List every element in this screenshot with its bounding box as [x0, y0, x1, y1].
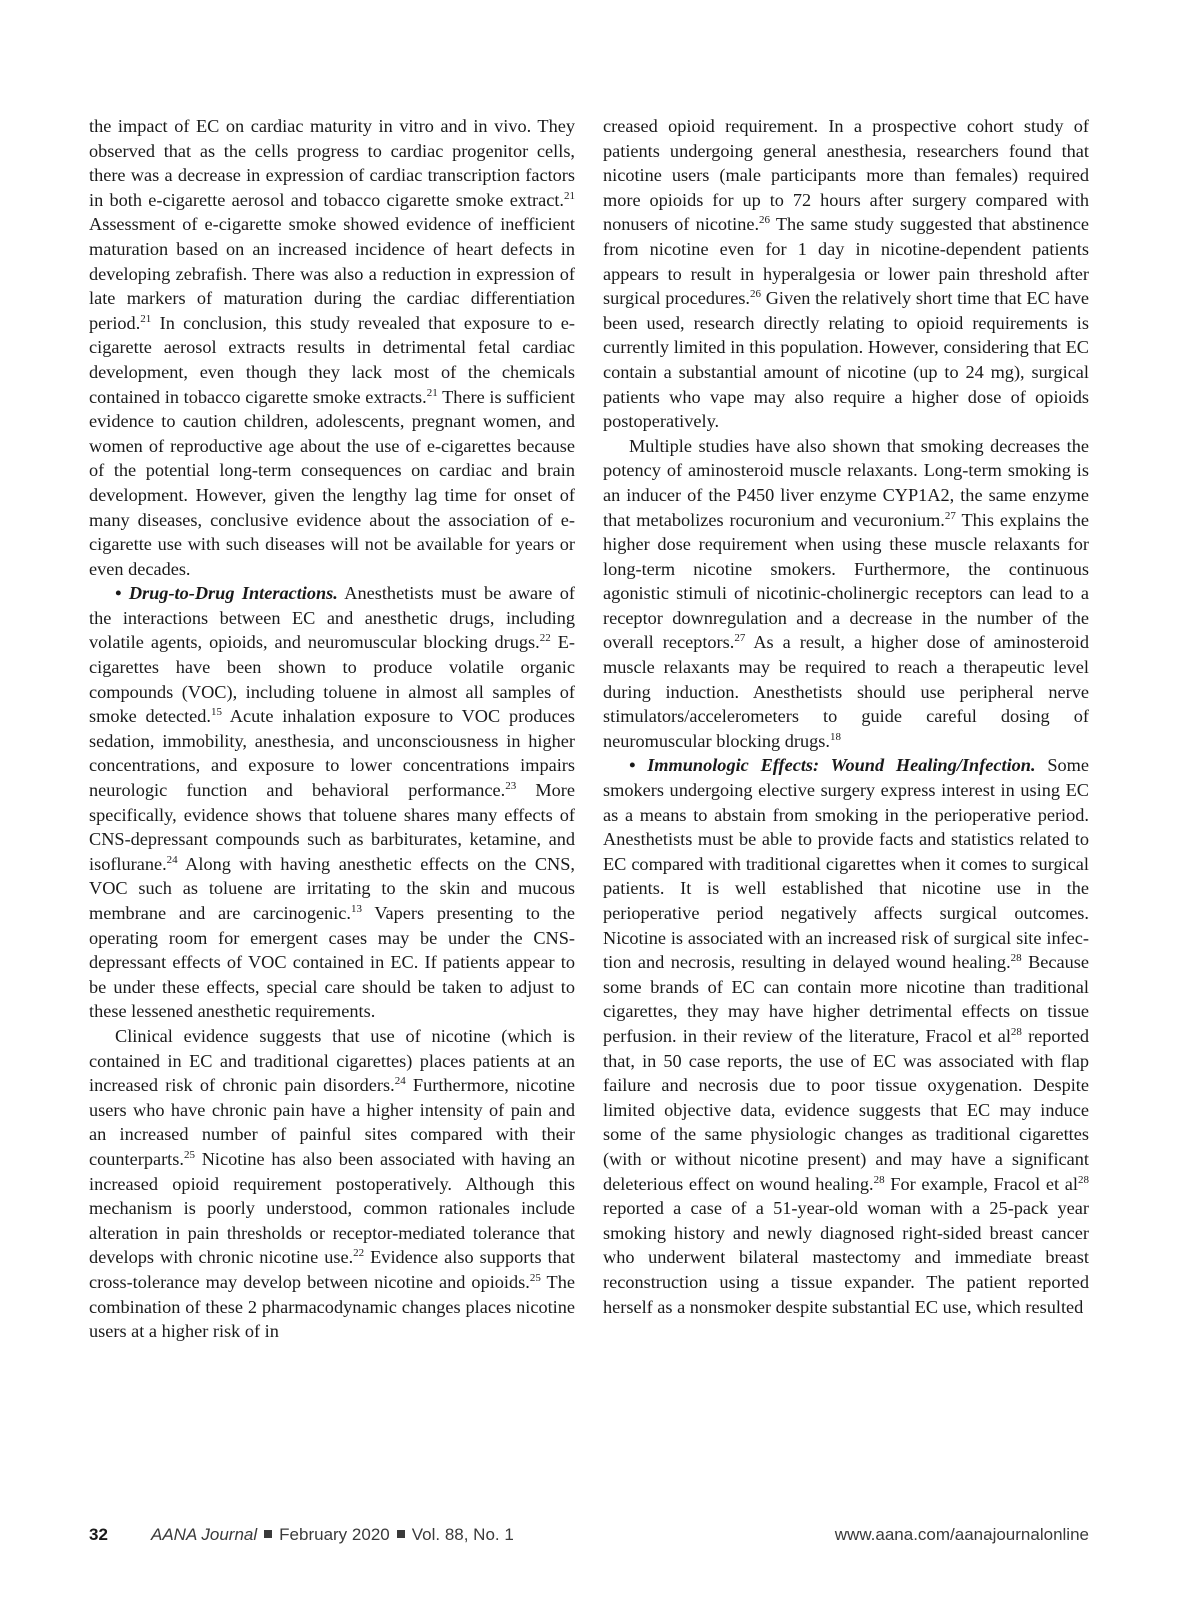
citation: 28 [1077, 1173, 1089, 1186]
citation: 28 [873, 1173, 885, 1186]
citation: 26 [759, 214, 771, 227]
citation: 15 [211, 706, 222, 719]
citation: 24 [166, 853, 178, 866]
section-lead-heading: • Drug-to-Drug Interactions. [115, 583, 338, 604]
square-bullet-icon [397, 1530, 405, 1538]
paragraph: Multiple studies have also shown that smoking decreases the potency of aminosteroid muscle relaxants. Long-term smoking is an inducer of the P450 liver enzyme CYP1A2, the same enzyme that metabolizes rocuronium and vecuronium.$^{27}$ This explains the higher dose requirement when using these muscle relaxants for long-term nicotine smokers. Furthermore, the continuous agonistic stimuli of nicotinic-cholinergic receptors can lead to a receptor downregulation and a decrease in the number of the overall receptors.$^{27}$ As a result, a higher dose of aminosteroid muscle relaxants may be required to reach a therapeutic level during induction. Anesthetists should use peripheral nerve stimulators/accelerometers to guide careful dosing of neuromuscular blocking drugs.$^{18}$ [603, 435, 1089, 751]
journal-citation [151, 1525, 514, 1545]
citation: 21 [564, 189, 575, 202]
citation: 21 [426, 386, 438, 399]
paragraph: the impact of EC on cardiac maturity in vitro and in vivo. They observed that as the cells progress to cardiac progenitor cells, there was a decrease in expression of cardiac transcription factors in both e-cigarette aerosol and tobacco cigarette smoke extract.$^{21}$ Assessment of e-cigarette smoke showed evidence of inefficient maturation based on an increased incidence of heart defects in developing zebrafish. There was also a reduction in expression of late markers of maturation during the cardiac differentiation period.$^{21}$ In conclusion, this study revealed that exposure to e-cigarette aerosol extracts results in detrimental fetal cardiac development, even though they lack most of the chemicals contained in tobacco cigarette smoke extracts.$^{21}$ There is sufficient evidence to caution children, adolescents, pregnant women, and women of reproductive age about the use of e-cigarettes because of the potential long-term consequences on cardiac and brain development. However, given the lengthy lag time for onset of many diseases, conclusive evidence about the association of e-cigarette use with such diseases will not be available for years or even decades. [89, 116, 575, 579]
citation: 25 [183, 1148, 195, 1161]
citation: 21 [140, 312, 152, 325]
citation: 28 [1010, 952, 1022, 965]
volume-issue: Vol. 88, No. 1 [411, 1525, 514, 1544]
citation: 27 [944, 509, 956, 522]
citation: 23 [505, 780, 517, 793]
citation: 25 [529, 1271, 541, 1284]
citation: 26 [750, 288, 762, 301]
citation: 28 [1010, 1025, 1022, 1038]
section-lead-heading: • Immunologic Effects: Wound Healing/Infection. [629, 755, 1036, 776]
issue-date: February 2020 [279, 1525, 390, 1544]
page-number: 32 [89, 1525, 108, 1544]
journal-name: AANA Journal [151, 1525, 258, 1544]
paragraph: Clinical evidence suggests that use of nicotine (which is contained in EC and traditional cigarettes) places patients at an increased risk of chronic pain disorders.$^{24}$ Furthermore, nicotine users who have chronic pain have a higher intensity of pain and an increased number of painful sites compared with their counterparts.$^{25}$ Nicotine has also been associated with having an increased opioid requirement postoperatively. Although this mechanism is poorly understood, common rationales include alteration in pain thresholds or receptor-mediated tolerance that develops with chronic nicotine use.$^{22}$ Evidence also supports that cross-tolerance may develop between nicotine and opioids.$^{25}$ The combination of these 2 pharmacodynamic changes places nicotine users at a higher risk of in [89, 1025, 575, 1342]
square-bullet-icon [264, 1530, 272, 1538]
citation: 13 [350, 903, 362, 915]
paragraph: creased opioid requirement. In a prospective cohort study of patients undergoing general anesthesia, researchers found that nicotine users (male participants more than females) required more opioids for up to 72 hours after surgery compared with nonusers of nicotine.$^{26}$ The same study suggested that abstinence from nicotine even for 1 day in nicotine-dependent patients appears to result in hyperalgesia or lower pain threshold after surgical procedures.$^{26}$ Given the relatively short time that EC have been used, research directly relating to opioid requirements is currently limited in this population. However, considering that EC contain a substantial amount of nicotine (up to 24 mg), surgical patients who vape may also require a higher dose of opioids postoperatively. [603, 116, 1089, 432]
citation: 18 [829, 730, 841, 743]
paragraph: • Immunologic Effects: Wound Healing/Infection. Some smokers undergoing elective surgery express interest in using EC as a means to abstain from smoking in the perioperative period. Anesthetists must be able to provide facts and statistics related to EC compared with traditional cigarettes when it comes to surgical patients. It is well established that nicotine use in the perioperative period negatively affects surgical outcomes. Nicotine is associated with an increased risk of surgical site infection and necrosis, resulting in delayed wound healing.$^{28}$ Because some brands of EC can contain more nicotine than traditional cigarettes, they may have higher detrimental effects on tissue perfusion. in their review of the literature, Fracol et $al^{28}$ reported that, in 50 case reports, the use of EC was associated with flap failure and necrosis due to poor tissue oxygenation. Despite limited objective data, evidence suggests that EC may induce some of the same physiologic changes as traditional cigarettes (with or without nicotine present) and may have a significant deleterious effect on wound healing.$^{28}$ For example, Fracol et $al^{28}$ reported a case of a 51-year-old woman with a 25-pack year smoking history and newly diagnosed right-sided breast cancer who underwent bilateral mastectomy and immediate breast reconstruction using a tissue expander. The patient reported herself as a nonsmoker despite substantial EC use, which resulted [603, 755, 1089, 1317]
citation: 27 [734, 632, 746, 645]
page-footer [89, 1525, 1089, 1549]
left-column [89, 114, 575, 1344]
journal-website-link[interactable]: www.aana.com/aanajournalonline [834, 1525, 1089, 1544]
citation: 22 [353, 1247, 365, 1260]
paragraph: • Drug-to-Drug Interactions. Anesthetists must be aware of the interactions between EC and anesthetic drugs, including volatile agents, opioids, and neuromuscular blocking drugs.$^{22}$ E-cigarettes have been shown to produce volatile organic compounds (VOC), including toluene in almost all samples of smoke detected.$^{15}$ Acute inhalation exposure to VOC produces sedation, immobility, anesthesia, and unconsciousness in higher concentrations, and exposure to lower concentrations impairs neurologic function and behavioral performance.$^{23}$ More specifically, evidence shows that toluene shares many effects of CNS-depressant compounds such as barbiturates, ketamine, and isoflurane.$^{24}$ Along with having anesthetic effects on the CNS, VOC such as toluene are irritating to the skin and mucous membrane and are carcinogenic.$^{13}$ Vapers presenting to the operating room for emergent cases may be under the CNS-depressant effects of VOC contained in EC. If patients appear to be under these effects, special care should be taken to adjust to these lessened anesthetic requirements. [89, 583, 575, 1022]
right-column [603, 114, 1089, 1319]
citation: 22 [539, 632, 551, 645]
citation: 24 [394, 1075, 406, 1088]
